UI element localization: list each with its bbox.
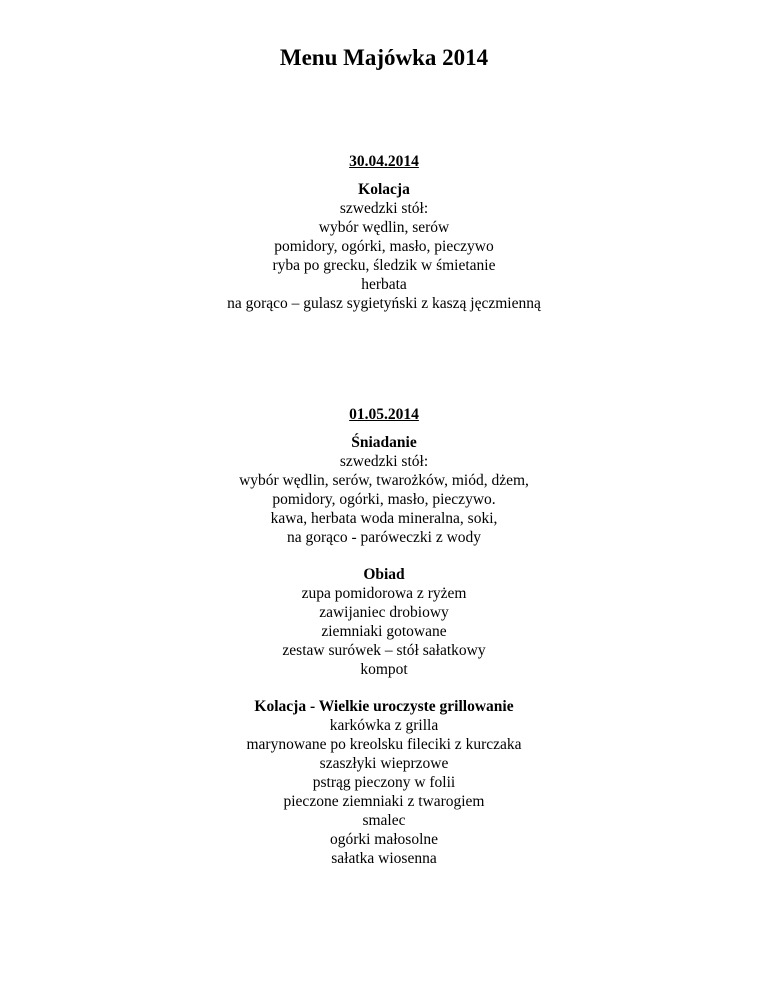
- meal-title: Kolacja: [358, 181, 410, 198]
- menu-line: pomidory, ogórki, masło, pieczywo.: [272, 491, 496, 508]
- menu-line: wybór wędlin, serów, twarożków, miód, dżem,: [239, 472, 529, 489]
- menu-line: na gorąco – gulasz sygietyński z kaszą jęczmienną: [227, 295, 541, 312]
- meal-title: Śniadanie: [351, 434, 417, 451]
- day-date: 01.05.2014: [349, 406, 419, 423]
- menu-line: karkówka z grilla: [329, 717, 439, 734]
- menu-line: ogórki małosolne: [329, 831, 439, 848]
- menu-line: smalec: [362, 812, 406, 829]
- meal-sniadanie: [0, 433, 768, 547]
- menu-line: ryba po grecku, śledzik w śmietanie: [272, 257, 496, 274]
- meal-kolacja: [0, 180, 768, 313]
- menu-line: pstrąg pieczony w folii: [312, 774, 456, 791]
- meal-kolacja-grill: [0, 697, 768, 868]
- menu-line: zupa pomidorowa z ryżem: [301, 585, 467, 602]
- menu-line: szaszłyki wieprzowe: [319, 755, 449, 772]
- menu-line: herbata: [361, 276, 407, 293]
- menu-line: zestaw surówek – stół sałatkowy: [282, 642, 486, 659]
- meal-title: Obiad: [363, 566, 405, 583]
- day-section-01-05: [0, 405, 768, 886]
- meal-title: Kolacja - Wielkie uroczyste grillowanie: [254, 698, 514, 715]
- menu-line: marynowane po kreolsku fileciki z kurczaka: [246, 736, 522, 753]
- menu-line: wybór wędlin, serów: [318, 219, 450, 236]
- menu-line: kompot: [360, 661, 408, 678]
- menu-line: ziemniaki gotowane: [321, 623, 447, 640]
- menu-line: sałatka wiosenna: [331, 850, 437, 867]
- meal-obiad: [0, 565, 768, 679]
- page-title: Menu Majówka 2014: [279, 45, 489, 70]
- menu-line: na gorąco - paróweczki z wody: [286, 529, 482, 546]
- menu-line: pieczone ziemniaki z twarogiem: [283, 793, 485, 810]
- menu-line: pomidory, ogórki, masło, pieczywo: [274, 238, 494, 255]
- menu-line: szwedzki stół:: [339, 453, 429, 470]
- menu-line: szwedzki stół:: [339, 200, 429, 217]
- day-date: 30.04.2014: [349, 153, 419, 170]
- menu-line: zawijaniec drobiowy: [319, 604, 449, 621]
- day-section-30-04: [0, 152, 768, 331]
- menu-line: kawa, herbata woda mineralna, soki,: [270, 510, 498, 527]
